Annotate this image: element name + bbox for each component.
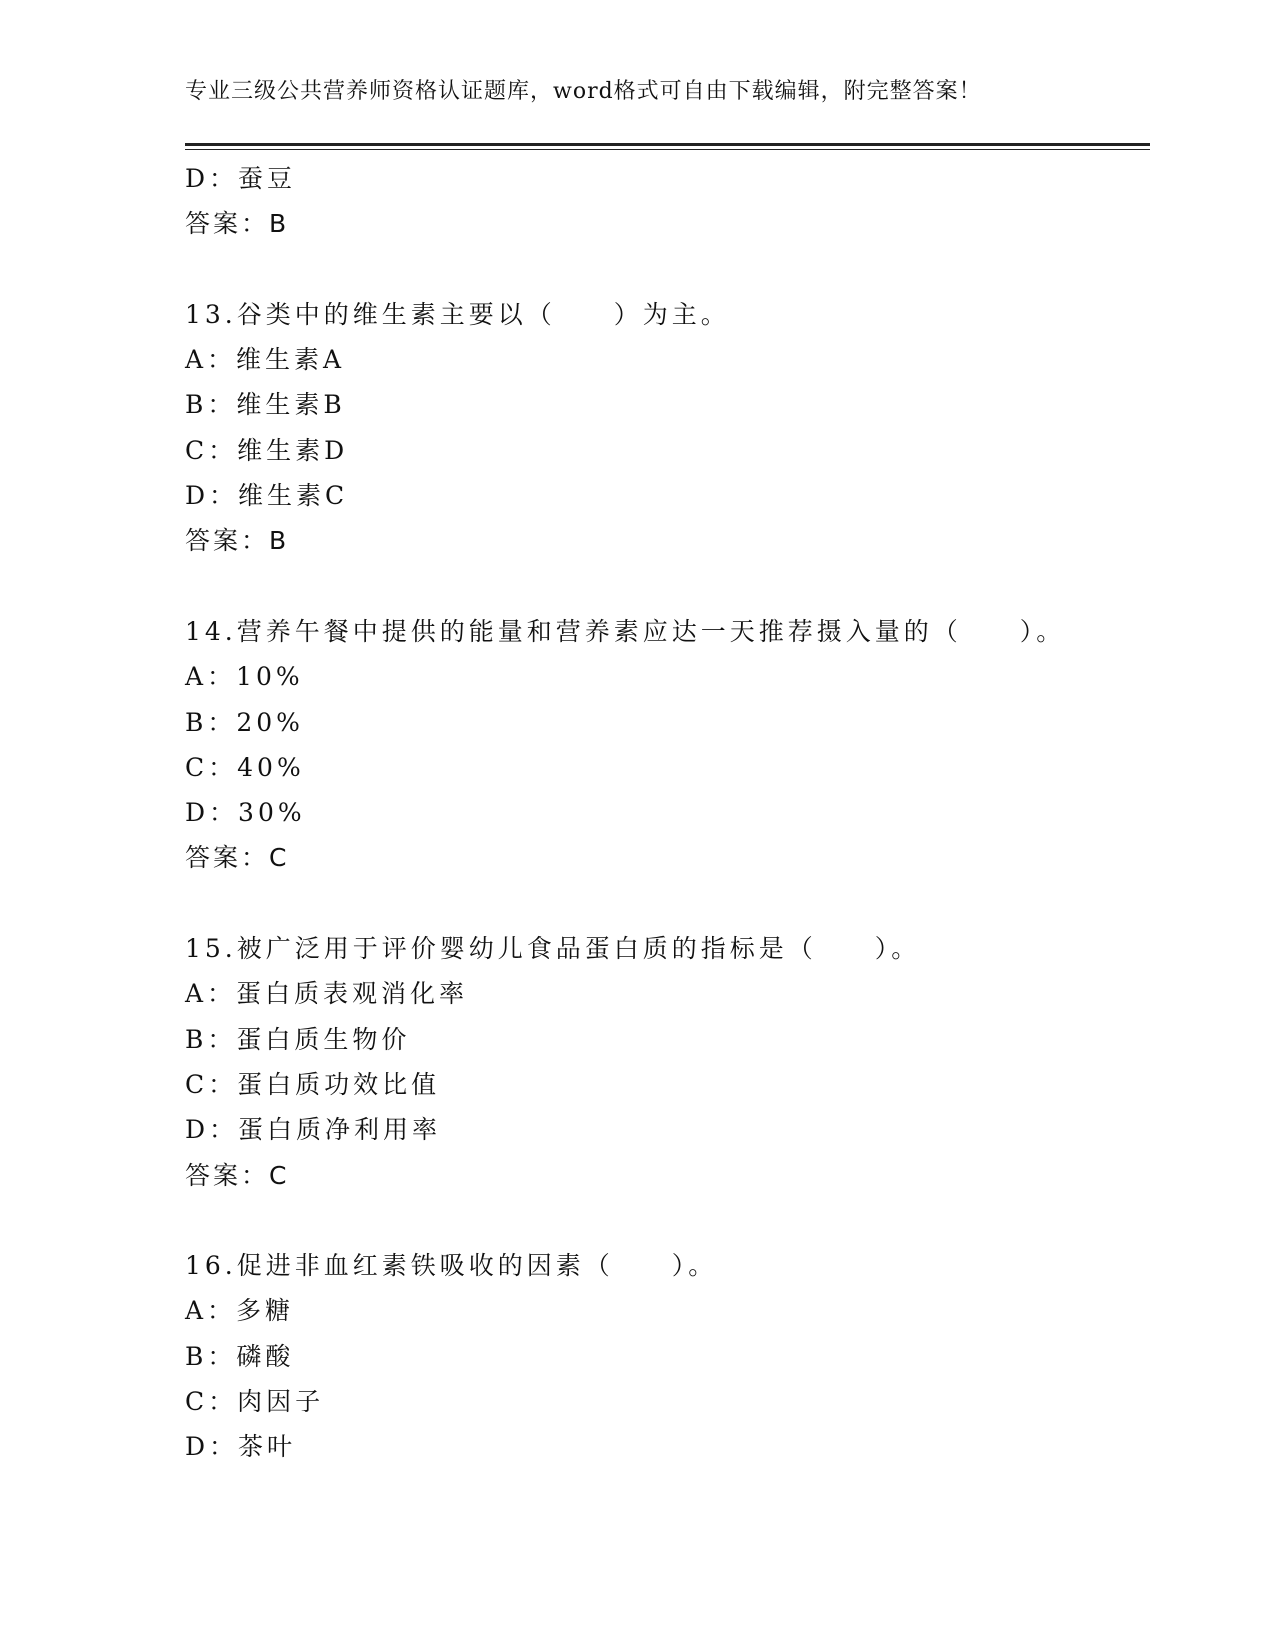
question-stem: 13.谷类中的维生素主要以（ ）为主。 [185, 299, 730, 329]
option-line: D：维生素C [185, 481, 349, 511]
answer-line: 答案：B [185, 526, 290, 556]
question-stem: 16.促进非血红素铁吸收的因素（ ）。 [185, 1251, 718, 1281]
option-line: A：多糖 [185, 1296, 295, 1326]
option-line: B：维生素B [185, 390, 346, 420]
option-line: C：40% [185, 752, 305, 782]
header-divider-thick [185, 143, 1150, 146]
page-header: 专业三级公共营养师资格认证题库，word格式可自由下载编辑，附完整答案！ [185, 79, 982, 104]
option-line: B：蛋白质生物价 [185, 1024, 411, 1054]
option-line: B：20% [185, 707, 304, 737]
option-line: D：茶叶 [185, 1432, 297, 1462]
question-stem: 15.被广泛用于评价婴幼儿食品蛋白质的指标是（ ）。 [185, 934, 921, 964]
option-line: C：肉因子 [185, 1387, 325, 1417]
answer-line: 答案：C [185, 1160, 290, 1190]
question-stem: 14.营养午餐中提供的能量和营养素应达一天推荐摄入量的（ ）。 [185, 616, 1066, 646]
question-list [185, 156, 1150, 1470]
spacer [185, 564, 1150, 609]
answer-line: 答案：C [185, 843, 290, 873]
option-line: D：30% [185, 798, 306, 828]
option-line: D：蛋白质净利用率 [185, 1115, 442, 1145]
answer-line: 答案：B [185, 209, 290, 239]
option-line: A：维生素A [185, 345, 346, 375]
option-line: A：蛋白质表观消化率 [185, 979, 469, 1009]
spacer [185, 1198, 1150, 1243]
header-divider-thin [185, 149, 1150, 150]
spacer [185, 247, 1150, 292]
option-line: C：维生素D [185, 435, 349, 465]
option-line: C：蛋白质功效比值 [185, 1069, 441, 1099]
spacer [185, 881, 1150, 926]
option-line: A：10% [185, 662, 304, 692]
option-line: B：磷酸 [185, 1341, 295, 1371]
option-line: D：蚕豆 [185, 164, 297, 193]
